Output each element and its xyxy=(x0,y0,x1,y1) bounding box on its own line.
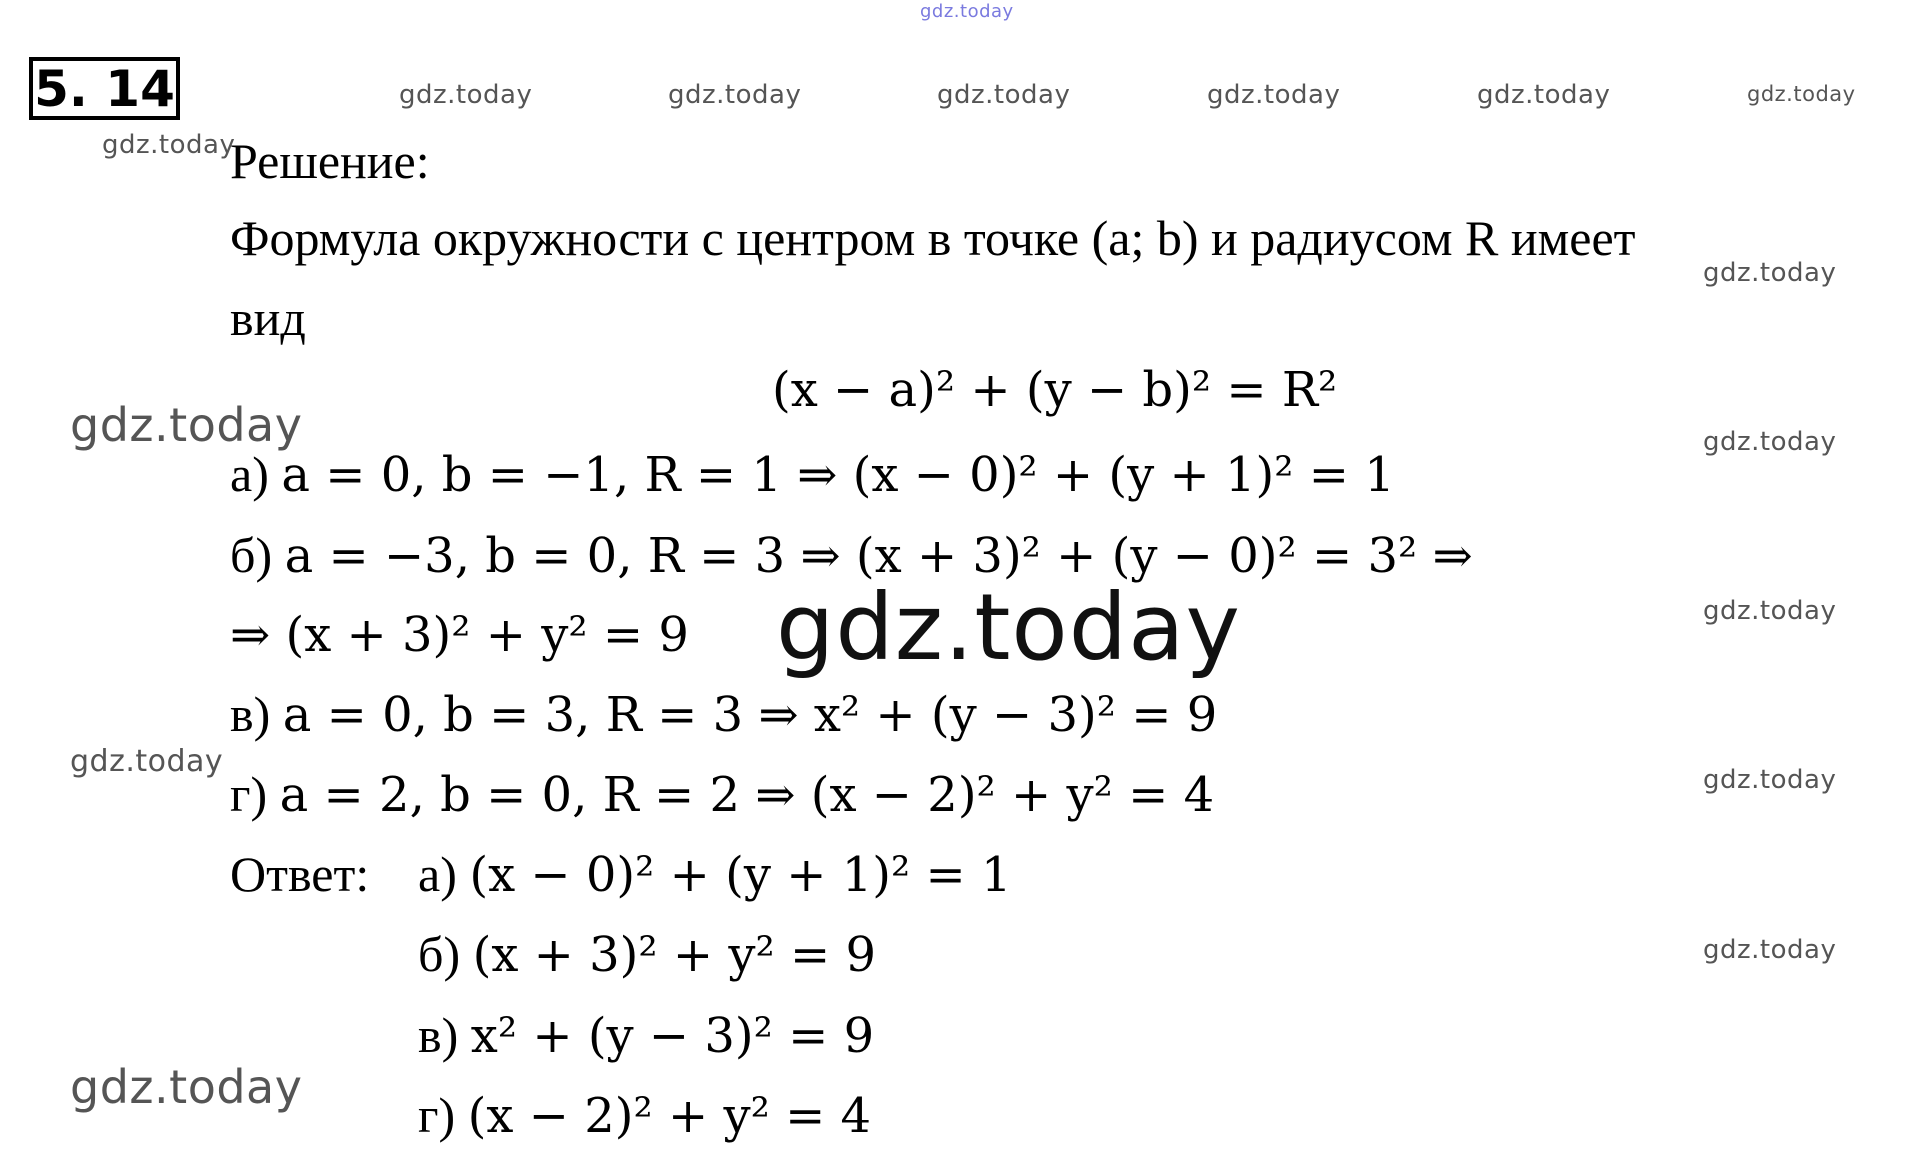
item-g xyxy=(230,766,1215,823)
watermark: gdz.today xyxy=(1703,596,1837,626)
answer-item-formula: (x − 0)² + (y + 1)² = 1 xyxy=(469,847,1012,903)
watermark: gdz.today xyxy=(937,80,1071,110)
answer-item-label: в) xyxy=(418,1007,459,1063)
item-formula: a = 0, b = 3, R = 3 ⇒ x² + (y − 3)² = 9 xyxy=(282,687,1218,743)
answer-item-formula: (x + 3)² + y² = 9 xyxy=(472,927,876,983)
answer-item-label: б) xyxy=(418,926,461,982)
answer-a xyxy=(418,846,1012,903)
watermark: gdz.today xyxy=(1703,935,1837,965)
watermark: gdz.today xyxy=(1703,258,1837,288)
answer-v xyxy=(418,1007,875,1064)
answer-item-label: а) xyxy=(418,846,457,902)
watermark: gdz.today xyxy=(70,744,224,779)
item-b xyxy=(230,527,1473,584)
answer-label: Ответ: xyxy=(230,846,370,902)
watermark: gdz.today xyxy=(1477,80,1611,110)
watermark-large: gdz.today xyxy=(776,574,1241,681)
answer-item-formula: x² + (y − 3)² = 9 xyxy=(470,1008,875,1064)
problem-number: 5. 14 xyxy=(29,57,180,120)
circle-formula: (x − a)² + (y − b)² = R² xyxy=(772,362,1338,418)
watermark: gdz.today xyxy=(70,398,303,452)
item-v xyxy=(230,686,1218,743)
item-formula: ⇒ (x + 3)² + y² = 9 xyxy=(230,607,689,663)
watermark: gdz.today xyxy=(102,130,236,160)
watermark: gdz.today xyxy=(668,80,802,110)
intro-text-cont: вид xyxy=(230,290,306,346)
item-formula: a = 2, b = 0, R = 2 ⇒ (x − 2)² + y² = 4 xyxy=(279,767,1215,823)
answer-item-formula: (x − 2)² + y² = 4 xyxy=(467,1088,872,1144)
watermark: gdz.today xyxy=(70,1060,303,1114)
watermark: gdz.today xyxy=(1207,80,1341,110)
intro-text: Формула окружности с центром в точке (a; b) и радиусом R имеет xyxy=(230,210,1636,266)
item-b-cont xyxy=(230,607,689,663)
item-label: г) xyxy=(230,766,268,822)
item-label: в) xyxy=(230,686,271,742)
item-label: б) xyxy=(230,527,273,583)
watermark-top: gdz.today xyxy=(920,1,1014,22)
item-a xyxy=(230,446,1395,503)
item-formula: a = −3, b = 0, R = 3 ⇒ (x + 3)² + (y − 0)² = 3² ⇒ xyxy=(284,528,1473,584)
solution-heading: Решение: xyxy=(230,133,430,189)
watermark: gdz.today xyxy=(1703,765,1837,795)
watermark: gdz.today xyxy=(1747,82,1856,106)
watermark: gdz.today xyxy=(399,80,533,110)
watermark: gdz.today xyxy=(1703,427,1837,457)
answer-g xyxy=(418,1087,872,1144)
item-formula: a = 0, b = −1, R = 1 ⇒ (x − 0)² + (y + 1)² = 1 xyxy=(281,447,1395,503)
item-label: а) xyxy=(230,446,269,502)
answer-b xyxy=(418,926,876,983)
answer-item-label: г) xyxy=(418,1087,456,1143)
